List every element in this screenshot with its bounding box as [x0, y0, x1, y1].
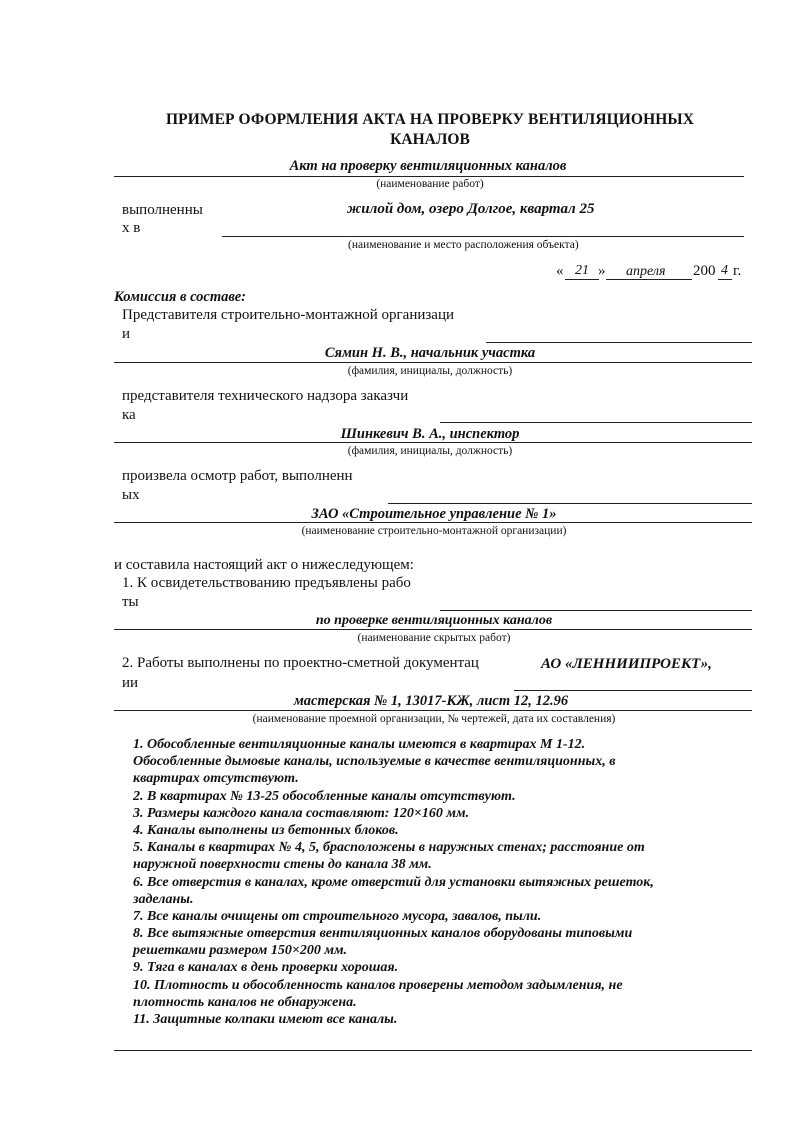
item1-label: 1. К освидетельствованию предъявлены рабо: [122, 575, 411, 591]
list-item: 6. Все отверстия в каналах, кроме отверстий для установки вытяжных решеток,: [133, 874, 654, 890]
item1-value: по проверке вентиляционных каналов: [315, 613, 553, 628]
list-item: Обособленные дымовые каналы, используемые в качестве вентиляционных, в: [133, 754, 616, 770]
list-item: 3. Размеры каждого канала составляют: 120×160 мм.: [133, 805, 470, 821]
construction-rep-value: Сямин Н. В., начальник участка: [324, 345, 536, 361]
item2-short-underline: [514, 690, 752, 691]
conclusions-underline: [114, 1050, 752, 1051]
object-caption: (наименование и место расположения объекта): [348, 239, 579, 251]
customer-rep-label: представителя технического надзора заказчи: [122, 388, 409, 404]
customer-rep-caption: (фамилия, инициалы, должность): [347, 445, 513, 457]
item1-short-underline: [440, 610, 752, 611]
act-name: Акт на проверку вентиляционных каналов: [289, 158, 567, 174]
item1-label-cont: ты: [122, 594, 139, 610]
commission-heading: Комиссия в составе:: [114, 289, 246, 305]
list-item: 1. Обособленные вентиляционные каналы имеются в квартирах М 1-12.: [133, 737, 586, 752]
date-month-underline: [606, 279, 692, 280]
list-item: плотность каналов не обнаружена.: [133, 994, 357, 1010]
document-title-continued: КАНАЛОВ: [390, 131, 470, 148]
inspection-short-underline: [388, 503, 752, 504]
item2-label: 2. Работы выполнены по проектно-сметной документац: [122, 655, 479, 671]
list-item: 10. Плотность и обособленность каналов проверены методом задымления, не: [133, 977, 623, 993]
item2-label-cont: ии: [122, 675, 139, 691]
date-year-digit: 4: [721, 263, 728, 278]
drawings-reference: мастерская № 1, 13017-КЖ, лист 12, 12.96: [293, 693, 569, 709]
date-year-underline: [718, 279, 732, 280]
construction-rep-short-underline: [486, 342, 752, 343]
customer-rep-underline: [114, 442, 752, 443]
date-year-suffix: г.: [733, 263, 742, 279]
construction-rep-label-cont: и: [122, 326, 131, 342]
object-underline: [222, 236, 744, 237]
inspection-caption: (наименование строительно-монтажной организации): [301, 525, 567, 537]
performed-label-cont: х в: [122, 220, 141, 236]
list-item: 8. Все вытяжные отверстия вентиляционных каналов оборудованы типовыми: [133, 926, 633, 942]
customer-rep-value: Шинкевич В. А., инспектор: [340, 426, 520, 442]
list-item: 4. Каналы выполнены из бетонных блоков.: [133, 822, 399, 838]
act-name-caption: (наименование работ): [376, 178, 484, 190]
inspection-label: произвела осмотр работ, выполненн: [122, 468, 353, 484]
construction-rep-label: Представителя строительно-монтажной организаци: [122, 307, 455, 323]
list-item: решетками размером 150×200 мм.: [133, 943, 348, 959]
list-item: заделаны.: [133, 891, 194, 907]
list-item: наружной поверхности стены до канала 38 мм.: [133, 857, 432, 873]
date-open-quote: «: [556, 263, 564, 279]
document-title: ПРИМЕР ОФОРМЛЕНИЯ АКТА НА ПРОВЕРКУ ВЕНТИЛЯЦИОННЫХ: [165, 111, 695, 128]
construction-rep-underline: [114, 362, 752, 363]
findings-intro: и составила настоящий акт о нижеследующем:: [114, 557, 414, 573]
object-location: жилой дом, озеро Долгое, квартал 25: [347, 201, 595, 217]
list-item: 11. Защитные колпаки имеют все каналы.: [133, 1012, 398, 1027]
list-item: квартирах отсутствуют.: [133, 771, 299, 787]
construction-rep-caption: (фамилия, инициалы, должность): [347, 365, 513, 377]
list-item: 5. Каналы в квартирах № 4, 5, брасположены в наружных стенах; расстояние от: [133, 840, 645, 856]
item2-caption: (наименование проемной организации, № чертежей, дата их составления): [252, 713, 616, 725]
customer-rep-short-underline: [440, 422, 752, 423]
date-month: апреля: [626, 264, 666, 279]
date-year-prefix: 200: [693, 263, 716, 279]
inspection-label-cont: ых: [122, 487, 140, 503]
list-item: 7. Все каналы очищены от строительного мусора, завалов, пыли.: [133, 908, 542, 924]
item1-caption: (наименование скрытых работ): [357, 632, 511, 644]
design-organization: АО «ЛЕННИИПРОЕКТ»,: [541, 656, 712, 672]
inspection-underline: [114, 522, 752, 523]
list-item: 2. В квартирах № 13-25 обособленные каналы отсутствуют.: [133, 788, 516, 804]
inspection-contractor: ЗАО «Строительное управление № 1»: [311, 506, 557, 522]
item1-underline: [114, 629, 752, 630]
performed-label: выполненны: [122, 202, 203, 218]
list-item: 9. Тяга в каналах в день проверки хорошая.: [133, 960, 399, 976]
date-day: 21: [575, 263, 589, 278]
act-name-underline: [114, 176, 744, 177]
date-day-underline: [565, 279, 599, 280]
conclusions-list: [133, 736, 654, 1028]
date-close-quote: »: [598, 263, 606, 279]
item2-underline: [114, 710, 752, 711]
customer-rep-label-cont: ка: [122, 407, 136, 423]
